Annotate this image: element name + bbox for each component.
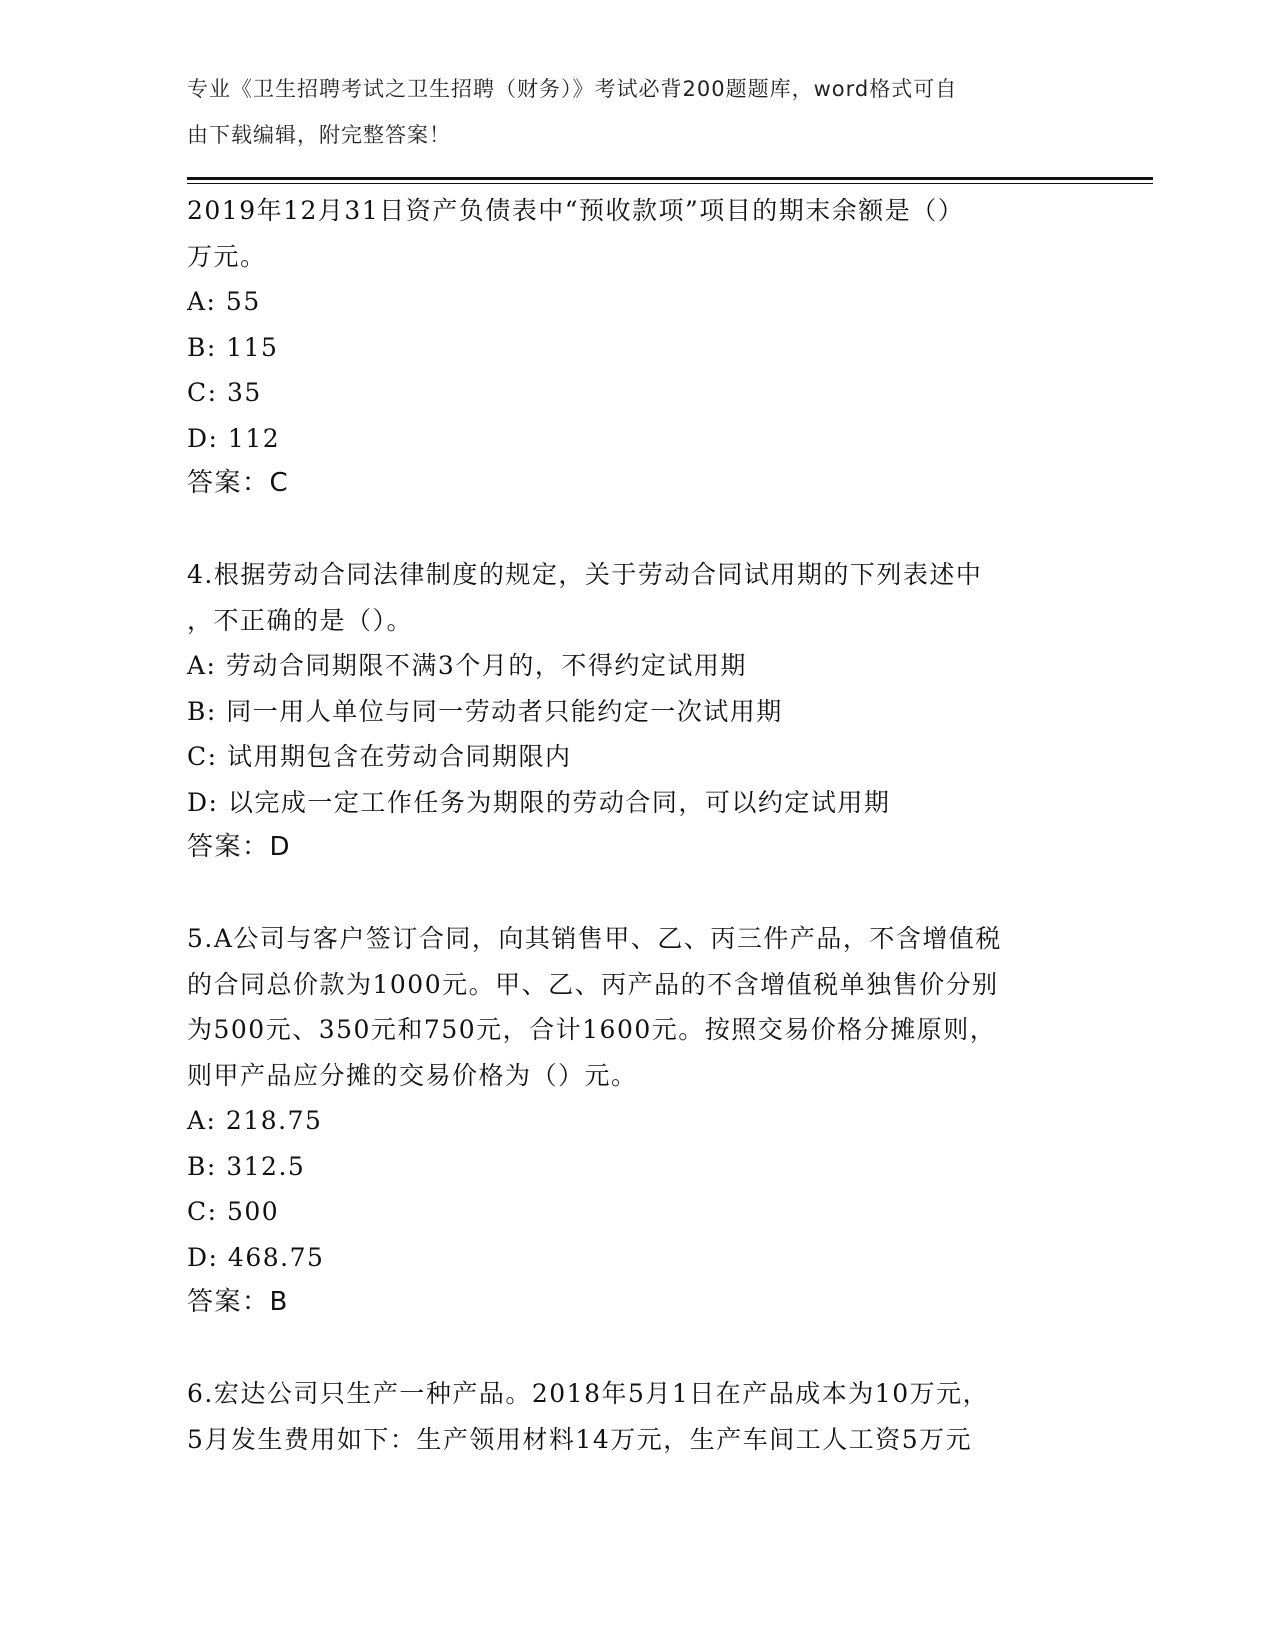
question-stem-line: 5.A公司与客户签订合同，向其销售甲、乙、丙三件产品，不含增值税 <box>187 924 1002 953</box>
option-b: B: 同一用人单位与同一劳动者只能约定一次试用期 <box>187 696 783 726</box>
question-stem-line: 则甲产品应分摊的交易价格为（）元。 <box>187 1060 638 1090</box>
question-stem-line: 万元。 <box>187 241 267 271</box>
option-a: A: 劳动合同期限不满3个月的，不得约定试用期 <box>187 651 747 680</box>
option-c: C: 35 <box>187 378 262 407</box>
question-list <box>187 188 1087 1462</box>
question-stem-line: 6.宏达公司只生产一种产品。2018年5月1日在产品成本为10万元， <box>187 1379 990 1408</box>
question-stem-line: 2019年12月31日资产负债表中“预收款项”项目的期末余额是（） <box>187 196 965 225</box>
answer-line: 答案：C <box>187 468 290 498</box>
option-d: D: 468.75 <box>187 1242 325 1272</box>
question-3 <box>187 188 1087 507</box>
header-divider-thin <box>187 183 1153 184</box>
document-header <box>187 74 1067 165</box>
option-d: D: 112 <box>187 423 281 453</box>
question-stem-line: ，不正确的是（）。 <box>187 605 414 635</box>
question-stem-line: 为500元、350元和750元，合计1600元。按照交易价格分摊原则， <box>187 1015 997 1044</box>
question-6 <box>187 1371 1087 1462</box>
option-a: A: 218.75 <box>187 1106 323 1135</box>
option-a: A: 55 <box>187 287 261 316</box>
question-spacer <box>187 1326 1087 1372</box>
option-b: B: 115 <box>187 332 279 362</box>
question-stem-line: 4.根据劳动合同法律制度的规定，关于劳动合同试用期的下列表述中 <box>187 560 983 589</box>
question-stem-line: 5月发生费用如下：生产领用材料14万元，生产车间工人工资5万元 <box>187 1424 973 1454</box>
question-5 <box>187 916 1087 1326</box>
question-4 <box>187 552 1087 871</box>
answer-line: 答案：D <box>187 832 292 862</box>
question-stem-line: 的合同总价款为1000元。甲、乙、丙产品的不含增值税单独售价分别 <box>187 969 999 999</box>
question-spacer <box>187 871 1087 917</box>
option-b: B: 312.5 <box>187 1151 306 1181</box>
option-c: C: 500 <box>187 1197 280 1226</box>
header-line-2: 由下载编辑，附完整答案！ <box>187 122 451 147</box>
header-line-1: 专业《卫生招聘考试之卫生招聘（财务）》考试必背200题题库，word格式可自 <box>187 77 958 101</box>
answer-line: 答案：B <box>187 1287 289 1317</box>
header-divider-thick <box>187 177 1153 180</box>
option-d: D: 以完成一定工作任务为期限的劳动合同，可以约定试用期 <box>187 787 891 817</box>
option-c: C: 试用期包含在劳动合同期限内 <box>187 742 572 771</box>
question-spacer <box>187 507 1087 553</box>
